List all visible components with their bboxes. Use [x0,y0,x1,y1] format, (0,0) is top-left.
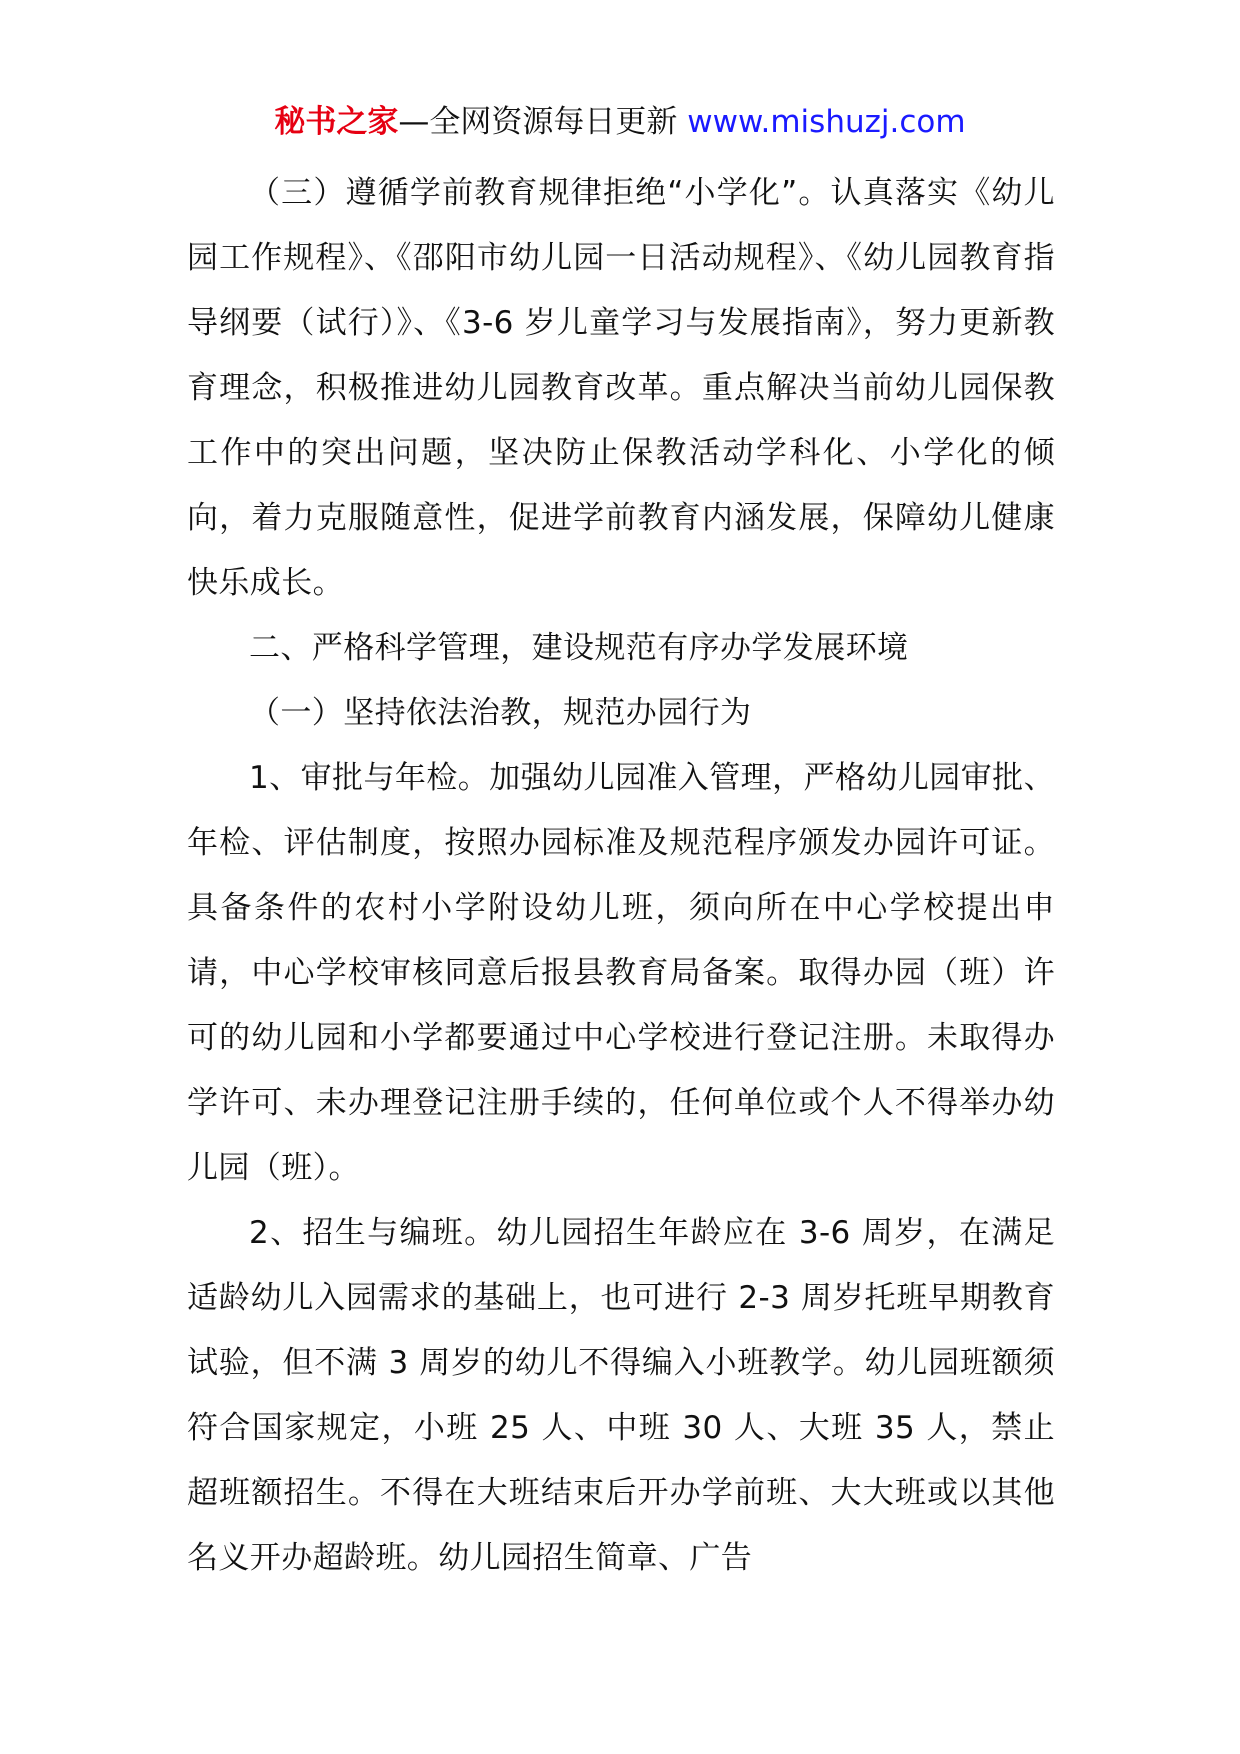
site-url-link[interactable]: www.mishuzj.com [687,104,966,140]
page-header [0,100,1240,144]
paragraph-enrollment-classes: 2、招生与编班。幼儿园招生年龄应在 3-6 周岁，在满足适龄幼儿入园需求的基础上，也可进行 2-3 周岁托班早期教育试验，但不满 3 周岁的幼儿不得编入小班教学。幼儿园班额须符合国家规定，小班 25 人、中班 30 人、大班 35 人，禁止超班额招生。不得在大班结束后开办学前班、大大班或以其他名义开办超龄班。幼儿园招生简章、广告 [187,1215,1055,1576]
brand-name: 秘书之家 [274,104,399,140]
paragraph-approval-inspection: 1、审批与年检。加强幼儿园准入管理，严格幼儿园审批、年检、评估制度，按照办园标准及规范程序颁发办园许可证。具备条件的农村小学附设幼儿班，须向所在中心学校提出申请，中心学校审核同意后报县教育局备案。取得办园（班）许可的幼儿园和小学都要通过中心学校进行登记注册。未取得办学许可、未办理登记注册手续的，任何单位或个人不得举办幼儿园（班）。 [187,760,1055,1186]
document-body [187,161,1055,1591]
header-tagline: —全网资源每日更新 [398,104,678,140]
section-heading-management: 二、严格科学管理，建设规范有序办学发展环境 [249,630,909,666]
subsection-heading-law: （一）坚持依法治教，规范办园行为 [249,695,752,731]
paragraph-preschool-rules: （三）遵循学前教育规律拒绝“小学化”。认真落实《幼儿园工作规程》、《邵阳市幼儿园一日活动规程》、《幼儿园教育指导纲要（试行）》、《3-6 岁儿童学习与发展指南》，努力更新教育理念，积极推进幼儿园教育改革。重点解决当前幼儿园保教工作中的突出问题，坚决防止保教活动学科化、小学化的倾向，着力克服随意性，促进学前教育内涵发展，保障幼儿健康快乐成长。 [187,175,1055,601]
